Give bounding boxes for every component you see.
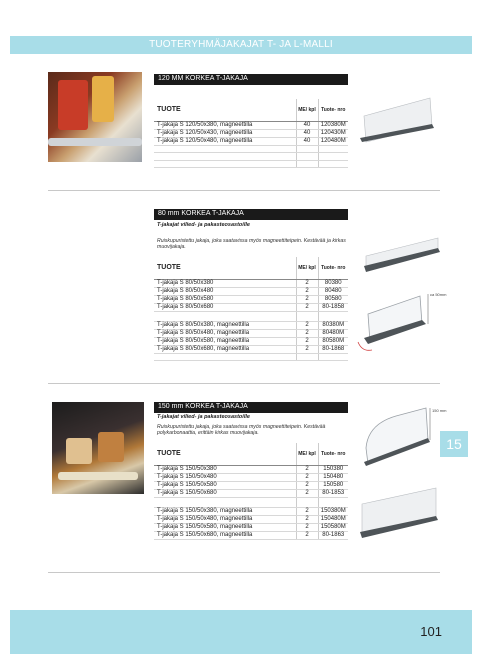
cell-name: T-jakaja S 80/50x380 <box>154 279 296 287</box>
cell-qty: 2 <box>296 489 318 497</box>
col-header-qty: ME/ kpl <box>296 99 318 121</box>
cell-qty: 40 <box>296 121 318 129</box>
cell-code: 150480M <box>318 515 348 523</box>
cell-code: 150380 <box>318 465 348 473</box>
col-header-product: TUOTE <box>154 99 296 121</box>
cell-qty: 2 <box>296 515 318 523</box>
cell-qty: 2 <box>296 345 318 353</box>
section-divider <box>48 572 440 573</box>
cell-qty: 40 <box>296 137 318 145</box>
cell-qty: 40 <box>296 129 318 137</box>
cell-name: T-jakaja S 120/50x480, magneettilla <box>154 137 296 145</box>
table-row <box>154 321 348 329</box>
cell-name: T-jakaja S 150/50x480 <box>154 473 296 481</box>
cell-name: T-jakaja S 150/50x680, magneettilla <box>154 531 296 539</box>
cell-code: 80580 <box>318 295 348 303</box>
cell-code: 80480 <box>318 287 348 295</box>
table-row <box>154 303 348 311</box>
section-title-bar <box>154 209 348 220</box>
cell-name: T-jakaja S 80/50x380, magneettilla <box>154 321 296 329</box>
dimension-label: 150 mm <box>432 408 447 413</box>
cell-qty: 2 <box>296 523 318 531</box>
section-description: Ruiskupuristettu jakaja, joka saatavissa myös magneettiteipein. Kestävää polykarbonaattia, erittäin kirkas muovijakaja. <box>157 424 326 437</box>
col-header-product: TUOTE <box>154 257 296 279</box>
chapter-tab: 15 <box>440 431 468 457</box>
cell-name: T-jakaja S 150/50x580 <box>154 481 296 489</box>
cell-code: 80-1863 <box>318 531 348 539</box>
divider-80-flat-illustration <box>360 230 442 276</box>
cell-code: 80-1868 <box>318 345 348 353</box>
cell-qty: 2 <box>296 303 318 311</box>
cell-name: T-jakaja S 150/50x680 <box>154 489 296 497</box>
table-row <box>154 515 348 523</box>
cell-code: 80380M <box>318 321 348 329</box>
cell-name: T-jakaja S 120/50x380, magneettilla <box>154 121 296 129</box>
col-header-code: Tuote- nro <box>318 257 348 279</box>
table-row <box>154 329 348 337</box>
cell-name: T-jakaja S 80/50x580, magneettilla <box>154 337 296 345</box>
header-band <box>10 36 472 54</box>
cell-qty: 2 <box>296 337 318 345</box>
section-title-bar <box>154 74 348 85</box>
footer-band <box>10 610 472 654</box>
col-header-code: Tuote- nro <box>318 443 348 465</box>
product-table <box>154 257 348 361</box>
cell-qty: 2 <box>296 473 318 481</box>
cell-qty: 2 <box>296 507 318 515</box>
cell-qty: 2 <box>296 531 318 539</box>
table-row <box>154 287 348 295</box>
cell-code: 150380M <box>318 507 348 515</box>
cell-qty: 2 <box>296 465 318 473</box>
col-header-code: Tuote- nro <box>318 99 348 121</box>
section-subtitle: T-jakajat vilied- ja pakasteosastoille <box>157 222 250 228</box>
cell-name: T-jakaja S 80/50x580 <box>154 295 296 303</box>
page-number: 101 <box>420 624 442 639</box>
table-row <box>154 531 348 539</box>
counter-edge-shape <box>58 472 138 480</box>
section-title: 150 mm KORKEA T-JAKAJA <box>158 403 248 410</box>
cell-name: T-jakaja S 120/50x430, magneettilla <box>154 129 296 137</box>
table-row <box>154 337 348 345</box>
cell-qty: 2 <box>296 329 318 337</box>
cell-name: T-jakaja S 150/50x380 <box>154 465 296 473</box>
table-row <box>154 489 348 497</box>
col-header-qty: ME/ kpl <box>296 257 318 279</box>
cell-name: T-jakaja S 150/50x380, magneettilla <box>154 507 296 515</box>
table-row <box>154 153 348 161</box>
cell-code: 120480M <box>318 137 348 145</box>
table-row <box>154 473 348 481</box>
product-table <box>154 443 348 540</box>
product-box-shape <box>92 76 114 122</box>
table-row <box>154 145 348 153</box>
cell-code: 80-1853 <box>318 489 348 497</box>
cell-code: 120380M <box>318 121 348 129</box>
product-table <box>154 99 348 168</box>
dimension-label: ca 50mm <box>430 292 447 297</box>
section-title-bar <box>154 402 348 413</box>
product-photo-shelf <box>48 72 142 162</box>
cell-qty: 2 <box>296 321 318 329</box>
shelf-edge-shape <box>48 138 142 146</box>
cell-code: 150580M <box>318 523 348 531</box>
product-box-shape <box>58 80 88 130</box>
table-row <box>154 481 348 489</box>
table-row <box>154 137 348 145</box>
cell-code: 80-1858 <box>318 303 348 311</box>
table-row <box>154 345 348 353</box>
cell-code: 80580M <box>318 337 348 345</box>
cell-code: 80380 <box>318 279 348 287</box>
table-row-spacer <box>154 311 348 321</box>
table-row <box>154 129 348 137</box>
section-subtitle: T-jakajat vilied- ja pakasteosastoille <box>157 414 250 420</box>
divider-150-dimension-illustration <box>356 404 447 470</box>
cell-qty: 2 <box>296 287 318 295</box>
col-header-qty: ME/ kpl <box>296 443 318 465</box>
table-row <box>154 353 348 361</box>
product-tray-shape <box>66 438 92 464</box>
cell-name: T-jakaja S 150/50x480, magneettilla <box>154 515 296 523</box>
cell-code: 80480M <box>318 329 348 337</box>
section-divider <box>48 383 440 384</box>
section-title: 80 mm KORKEA T-JAKAJA <box>158 210 244 217</box>
product-tray-shape <box>98 432 124 462</box>
table-row <box>154 523 348 531</box>
table-row <box>154 507 348 515</box>
cell-code: 150580 <box>318 481 348 489</box>
table-row <box>154 295 348 303</box>
table-row <box>154 279 348 287</box>
table-row <box>154 160 348 168</box>
cell-name: T-jakaja S 80/50x480, magneettilla <box>154 329 296 337</box>
cell-name: T-jakaja S 150/50x580, magneettilla <box>154 523 296 531</box>
product-photo-counter <box>52 402 144 494</box>
page-title: TUOTERYHMÄJAKAJAT T- JA L-MALLI <box>149 39 333 50</box>
table-row-spacer <box>154 497 348 507</box>
col-header-product: TUOTE <box>154 443 296 465</box>
cell-code: 120430M <box>318 129 348 137</box>
table-row <box>154 465 348 473</box>
cell-name: T-jakaja S 80/50x680, magneettilla <box>154 345 296 353</box>
cell-qty: 2 <box>296 481 318 489</box>
table-row <box>154 121 348 129</box>
divider-150-flat-illustration <box>356 484 442 540</box>
cell-qty: 2 <box>296 279 318 287</box>
section-divider <box>48 190 440 191</box>
section-description: Ruiskupuristettu jakaja, joka saatavissa myös magneettiteipein. Kestävää ja kirkas muovijakaja. <box>157 238 346 251</box>
cell-qty: 2 <box>296 295 318 303</box>
divider-120-illustration <box>356 94 438 144</box>
cell-name: T-jakaja S 80/50x680 <box>154 303 296 311</box>
divider-80-dimension-illustration <box>354 284 450 356</box>
cell-name: T-jakaja S 80/50x480 <box>154 287 296 295</box>
cell-code: 150480 <box>318 473 348 481</box>
section-title: 120 MM KORKEA T-JAKAJA <box>158 75 248 82</box>
